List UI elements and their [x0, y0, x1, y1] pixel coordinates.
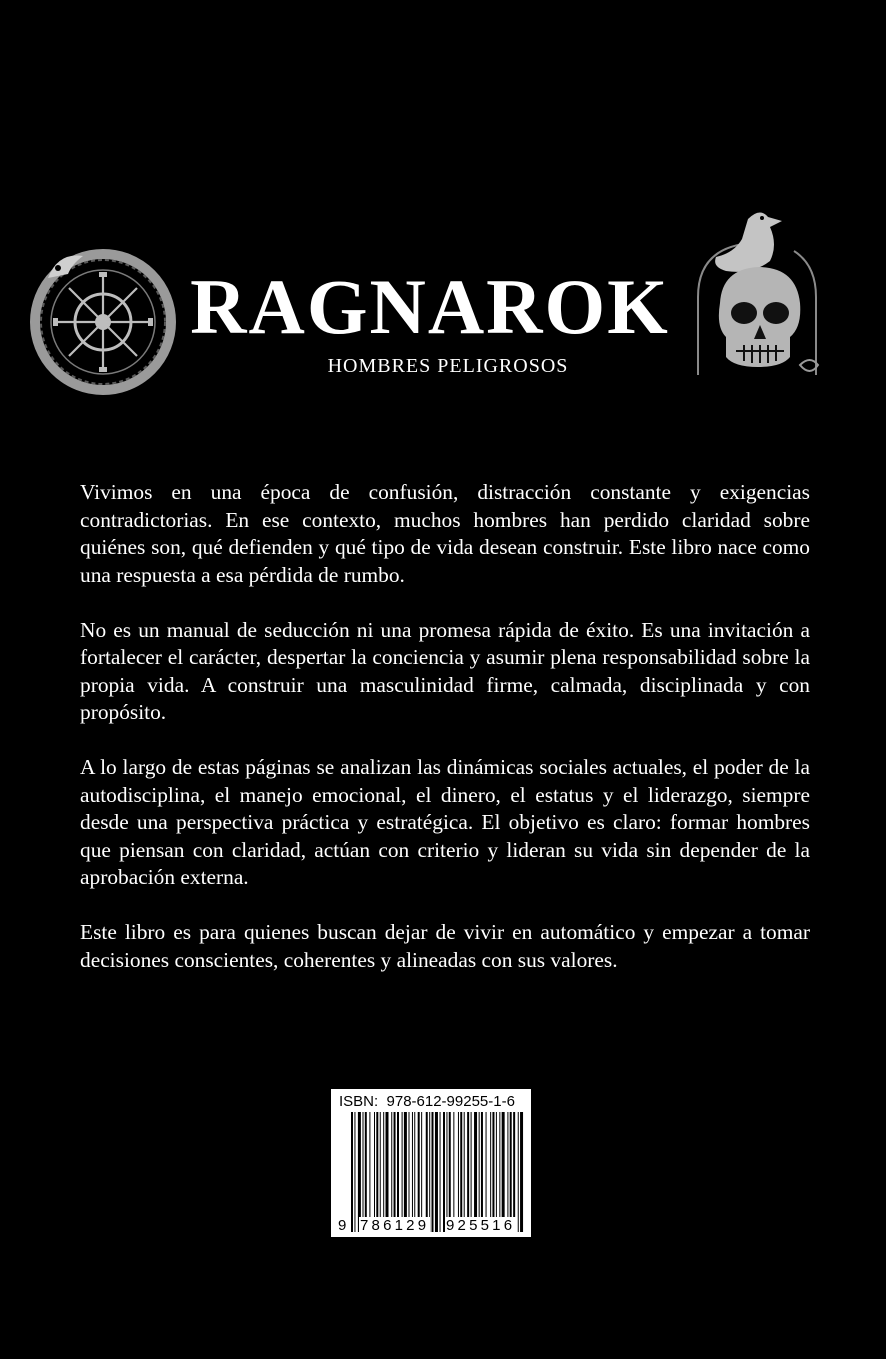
barcode-bar: [440, 1112, 441, 1232]
barcode-bar: [369, 1112, 370, 1232]
barcode-bar: [518, 1112, 519, 1232]
barcode-bar: [460, 1112, 462, 1232]
blurb-paragraph: Vivimos en una época de confusión, distracción constante y exigencias contradictorias. En ese contexto, muchos hombres han perdido claridad sobre quiénes son, qué defienden y qué tipo de vida desean construir. Este libro nace como una respuesta a esa pérdida de rumbo.: [80, 480, 810, 587]
barcode-bar: [386, 1112, 389, 1232]
back-cover-blurb: [80, 479, 810, 1002]
barcode-bar: [513, 1112, 515, 1232]
barcode-bar: [397, 1112, 399, 1232]
barcode-bar: [492, 1112, 494, 1232]
barcode-bar: [474, 1112, 477, 1232]
barcode-bar: [404, 1112, 407, 1232]
barcode-bar: [412, 1112, 413, 1232]
isbn-label: ISBN: 978-612-99255-1-6: [339, 1093, 515, 1110]
barcode-digits: [337, 1217, 525, 1235]
barcode-bar: [391, 1112, 392, 1232]
barcode-bar: [479, 1112, 480, 1232]
cover-header: [0, 0, 886, 420]
barcode-bar: [363, 1112, 364, 1232]
barcode-digit-first: 9: [338, 1217, 347, 1234]
barcode-bar: [446, 1112, 447, 1232]
barcode-bar: [351, 1112, 353, 1232]
barcode-digits-right: 925516: [446, 1217, 516, 1234]
barcode-bar: [429, 1112, 430, 1232]
barcode-bar: [486, 1112, 487, 1232]
barcode-bar: [496, 1112, 497, 1232]
blurb-paragraph: A lo largo de estas páginas se analizan las dinámicas sociales actuales, el poder de la autodisciplina, el manejo emocional, el dinero, el estatus y el liderazgo, siempre desde una perspectiva práctica y estratégica. El objetivo es claro: formar hombres que piensan con claridad, actúan con criterio y lideran su vida sin depender de la aprobación externa.: [80, 755, 810, 889]
barcode-bar: [481, 1112, 483, 1232]
barcode-bar: [499, 1112, 500, 1232]
barcode-bar: [358, 1112, 361, 1232]
blurb-paragraph: No es un manual de seducción ni una promesa rápida de éxito. Es una invitación a fortalecer el carácter, despertar la conciencia y asumir plena responsabilidad sobre la propia vida. A construir una masculinidad firme, calmada, disciplinada y con propósito.: [80, 617, 810, 724]
barcode-bar: [374, 1112, 375, 1232]
barcode-bar: [502, 1112, 505, 1232]
barcode-bar: [418, 1112, 420, 1232]
isbn-barcode: [331, 1089, 531, 1237]
barcode-bar: [449, 1112, 451, 1232]
barcode-bar: [510, 1112, 512, 1232]
barcode-bar: [421, 1112, 422, 1232]
barcode-bar: [414, 1112, 415, 1232]
book-title: RAGNAROK: [190, 263, 670, 350]
barcode-bar: [467, 1112, 469, 1232]
raven-skull-icon: [686, 205, 828, 395]
barcode-bar: [471, 1112, 472, 1232]
barcode-bar: [394, 1112, 396, 1232]
barcode-bar: [443, 1112, 445, 1232]
barcode-bar: [453, 1112, 454, 1232]
barcode-bar: [376, 1112, 378, 1232]
barcode-bar: [380, 1112, 381, 1232]
barcode-bar: [432, 1112, 434, 1232]
barcode-digits-left: 786129: [360, 1217, 430, 1234]
barcode-bar: [354, 1112, 355, 1232]
barcode-bar: [507, 1112, 508, 1232]
barcode-bar: [458, 1112, 459, 1232]
barcode-bar: [409, 1112, 410, 1232]
blurb-paragraph: Este libro es para quienes buscan dejar de vivir en automático y empezar a tomar decisiones conscientes, coherentes y alineadas con sus valores.: [80, 920, 810, 972]
barcode-bar: [464, 1112, 465, 1232]
barcode-bar: [365, 1112, 367, 1232]
barcode-bar: [520, 1112, 523, 1232]
barcode-bars: [337, 1112, 525, 1232]
book-subtitle: HOMBRES PELIGROSOS: [327, 355, 569, 377]
barcode-bar: [426, 1112, 428, 1232]
barcode-bar: [490, 1112, 491, 1232]
barcode-bar: [435, 1112, 438, 1232]
ouroboros-compass-icon: [28, 238, 178, 396]
barcode-bar: [383, 1112, 384, 1232]
barcode-bar: [402, 1112, 403, 1232]
